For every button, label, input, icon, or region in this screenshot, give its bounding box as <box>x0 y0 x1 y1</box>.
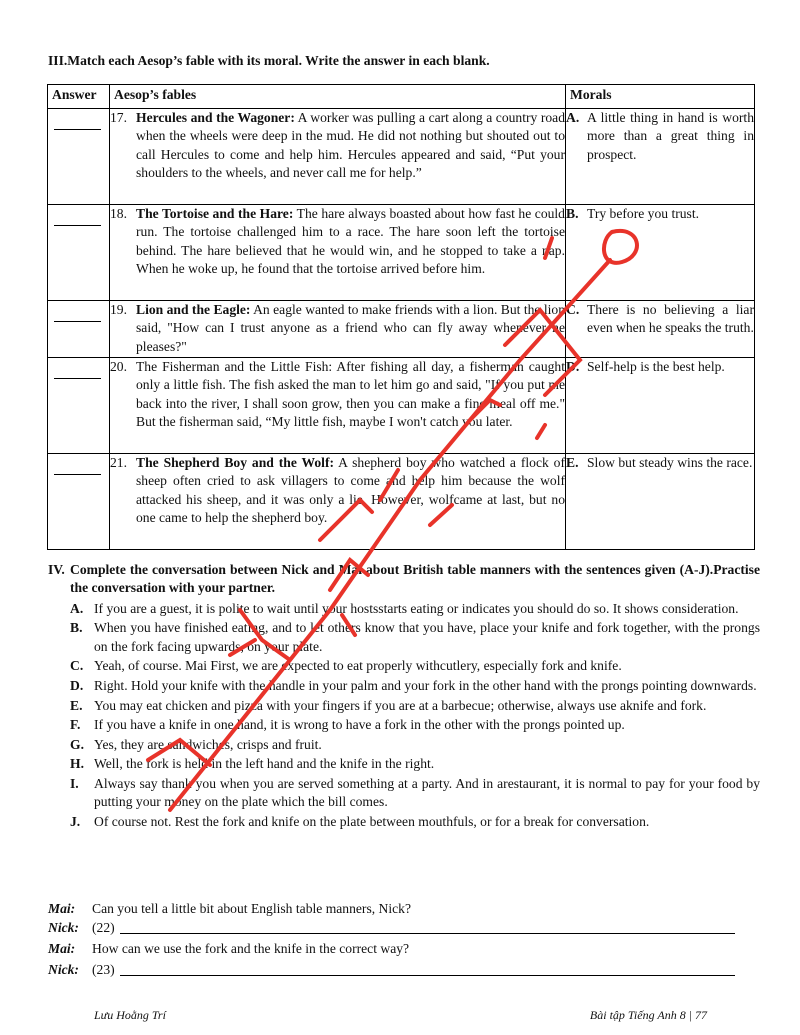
answer-blank-line[interactable] <box>120 919 735 934</box>
moral-cell <box>566 358 755 454</box>
option-text: Always say thank you when you are served something at a party. And in arestaurant, it is normal to pay for your food by putting your money on the plate which the bill comes. <box>94 775 760 810</box>
conversation-line <box>48 900 760 918</box>
conversation-line <box>48 919 760 937</box>
fable-cell <box>110 358 566 454</box>
moral-text: Try before you trust. <box>587 206 700 221</box>
fable-number: 18. <box>110 206 127 221</box>
moral-letter: C. <box>566 302 580 317</box>
conversation-line <box>48 940 760 958</box>
table-row <box>48 109 755 205</box>
option-letter: H. <box>70 756 84 772</box>
list-item <box>70 736 760 754</box>
speaker-label: Mai: <box>48 901 76 916</box>
moral-cell <box>566 301 755 358</box>
fable-number: 21. <box>110 455 127 470</box>
speaker-label: Nick: <box>48 962 79 977</box>
fable-text: The hare always boasted about how fast he could run. The tortoise challenged him to a race. The hare soon left the tortoise behind. The hare believed that he would win, and he stopped to take a nap. When he woke up, he found that the tortoise arrived before him. <box>136 206 565 277</box>
table-header-row <box>48 85 755 109</box>
list-item <box>70 677 760 695</box>
table-row <box>48 454 755 550</box>
answer-blank[interactable] <box>54 474 101 475</box>
list-item <box>70 775 760 812</box>
footer-author: Lưu Hoằng Trí <box>94 1008 166 1022</box>
answer-blank[interactable] <box>54 129 101 130</box>
fable-cell <box>110 301 566 358</box>
section-4-heading <box>48 561 760 598</box>
moral-text: Slow but steady wins the race. <box>587 455 753 470</box>
fable-cell <box>110 205 566 301</box>
moral-cell <box>566 109 755 205</box>
fable-title: Lion and the Eagle: <box>136 302 251 317</box>
moral-text: There is no believing a liar even when he speaks the truth. <box>587 302 754 336</box>
option-letter: C. <box>70 658 84 674</box>
fable-text: The Fisherman and the Little Fish: After fishing all day, a fisherman caught only a little fish. The fish asked the man to let him go and said, "If you put me back into the river, I shall soon grow, then you can make a fine meal off me." But the fisherman said, “My little fish, maybe I won't catch you later. <box>136 359 565 430</box>
list-item <box>70 600 760 618</box>
list-item <box>70 657 760 675</box>
fable-number: 20. <box>110 359 127 374</box>
question-number: (22) <box>92 920 115 935</box>
option-text: When you have finished eating, and to let others know that you have, place your knife and fork together, with the prongs on the fork facing upwards, on your plate. <box>94 620 760 654</box>
option-letter: G. <box>70 736 84 752</box>
option-letter: I. <box>70 775 79 791</box>
fables-table <box>47 84 755 550</box>
option-letter: E. <box>70 697 83 713</box>
option-letter: J. <box>70 813 81 829</box>
option-text: Well, the fork is held in the left hand and the knife in the right. <box>94 756 435 772</box>
table-row <box>48 301 755 358</box>
answer-blank-line[interactable] <box>120 961 735 976</box>
answer-cell[interactable] <box>48 205 110 301</box>
list-item <box>70 755 760 773</box>
option-text: Right. Hold your knife with the handle in your palm and your fork in the other hand with the prongs pointing downwards. <box>94 678 757 693</box>
moral-cell <box>566 205 755 301</box>
section-4-heading-text: Complete the conversation between Nick and Mai about British table manners with the sentences given (A-J).Practise the conversation with your partner. <box>70 562 760 596</box>
list-item <box>70 716 760 734</box>
answer-blank[interactable] <box>54 225 101 226</box>
column-header-fables: Aesop’s fables <box>110 85 566 109</box>
moral-text: A little thing in hand is worth more than a great thing in prospect. <box>587 110 754 162</box>
list-item <box>70 813 760 831</box>
fable-cell <box>110 109 566 205</box>
option-letter: A. <box>70 600 84 616</box>
fable-text: An eagle wanted to make friends with a lion. But the lion said, "How can I trust anyone as a friend who can fly away whenever he pleases?" <box>136 302 565 354</box>
section-4-number: IV. <box>48 562 65 577</box>
option-letter: F. <box>70 717 81 733</box>
dialogue-text: Can you tell a little bit about English table manners, Nick? <box>92 901 412 916</box>
answer-blank[interactable] <box>54 378 101 379</box>
table-row <box>48 205 755 301</box>
moral-letter: E. <box>566 455 579 470</box>
fable-title: The Shepherd Boy and the Wolf: <box>136 455 335 470</box>
option-text: Of course not. Rest the fork and knife on the plate between mouthfuls, or for a break for conversation. <box>94 813 650 829</box>
moral-letter: D. <box>566 359 580 374</box>
fable-text: A shepherd boy who watched a flock of sheep often cried to ask villagers to come and help him because the wolf attacked his sheep, and it was only a lie. However, wolfcame at last, but no one came to help the shepherd boy. <box>136 455 566 526</box>
conversation-line <box>48 961 760 979</box>
answer-cell[interactable] <box>48 109 110 205</box>
answer-cell[interactable] <box>48 358 110 454</box>
speaker-label: Mai: <box>48 941 76 956</box>
section-4 <box>48 561 760 833</box>
fable-number: 19. <box>110 302 127 317</box>
option-text: You may eat chicken and pizza with your fingers if you are at a barbecue; otherwise, always use aknife and fork. <box>94 697 707 713</box>
fable-number: 17. <box>110 110 127 125</box>
fable-title: Hercules and the Wagoner: <box>136 110 295 125</box>
moral-cell <box>566 454 755 550</box>
sentence-options-list <box>70 600 760 832</box>
footer-page-info: Bài tập Tiếng Anh 8 | 77 <box>589 1008 707 1022</box>
dialogue-text: How can we use the fork and the knife in the correct way? <box>92 941 410 956</box>
list-item <box>70 697 760 715</box>
option-text: If you have a knife in one hand, it is wrong to have a fork in the other with the prongs pointed up. <box>94 717 625 733</box>
answer-blank[interactable] <box>54 321 101 322</box>
question-number: (23) <box>92 962 115 977</box>
option-text: Yes, they are sandwiches, crisps and fruit. <box>94 736 322 752</box>
moral-text: Self-help is the best help. <box>587 359 725 374</box>
moral-letter: B. <box>566 206 579 221</box>
moral-letter: A. <box>566 110 580 125</box>
fable-title: The Tortoise and the Hare: <box>136 206 294 221</box>
list-item <box>70 619 760 656</box>
answer-cell[interactable] <box>48 454 110 550</box>
section-3-heading: III.Match each Aesop’s fable with its moral. Write the answer in each blank. <box>48 53 490 68</box>
column-header-answer: Answer <box>48 85 110 109</box>
table-row <box>48 358 755 454</box>
option-letter: D. <box>70 678 84 693</box>
option-letter: B. <box>70 620 83 636</box>
fable-cell <box>110 454 566 550</box>
answer-cell[interactable] <box>48 301 110 358</box>
option-text: If you are a guest, it is polite to wait until your hostsstarts eating or indicates you should do so. It shows consideration. <box>94 600 739 616</box>
fable-text: A worker was pulling a cart along a country road when the wheels were deep in the mud. He did not nothing but shouted out to call Hercules to come and help him. Hercules appeared and said, “Put your shoulders to the wheels, and never call me for help.” <box>136 110 565 181</box>
option-text: Yeah, of course. Mai First, we are expected to eat properly withcutlery, especially fork and knife. <box>94 658 622 674</box>
column-header-morals: Morals <box>566 85 755 109</box>
speaker-label: Nick: <box>48 920 79 935</box>
